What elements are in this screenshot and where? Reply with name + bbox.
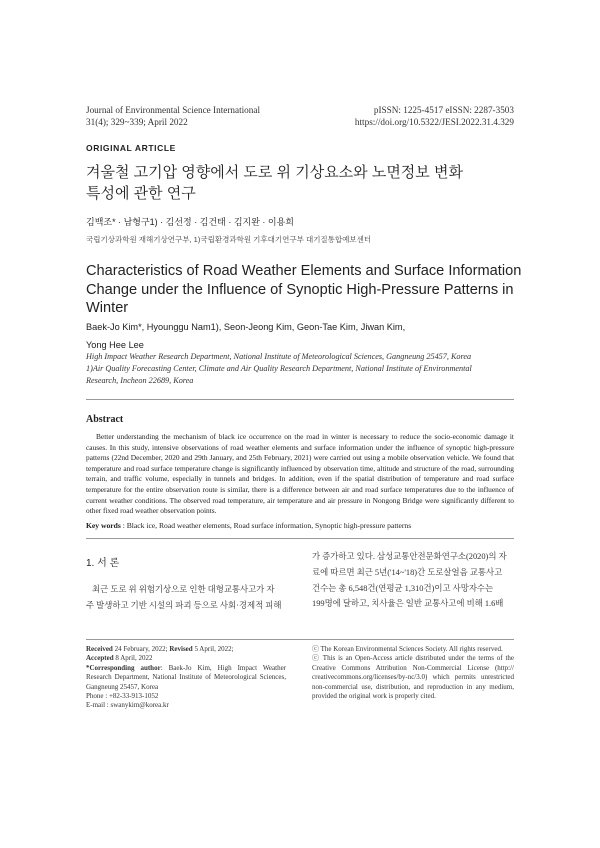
korean-title [86,162,463,204]
right-column-text [312,549,514,612]
issn-info [355,104,514,128]
journal-info [86,104,260,128]
keywords [86,521,514,530]
article-history [86,645,286,711]
english-title-line3: Winter [86,300,129,316]
english-title-line2: Change under the Influence of Synoptic High-Pressure Patterns in [86,281,514,298]
abstract-body: Better understanding the mechanism of black ice occurrence on the road in winter is necessary to reduce the socio-economic damage it causes. In this study, intensive observations of road weather elements and surface information under the influence of synoptic high-pressure patterns (22nd December, 2020 and 29th January, and 25th February, 2021) were carried out using a mobile observation vehicle. We found that temperature and road surface temperature change is significantly influenced by observation time, altitude and structure of the road, surrounding terrain, and traffic volume, especially in tunnels and bridges. In addition, even if the spatial distribution of temperature and road surface temperature for the entire observation route is similar, there is a difference between air and road surface temperatures due to the influence of current weather conditions. The observed road temperature, air temperature and air pressure in Nongong Bridge were significantly different to other fixed road weather observation points. [86,432,514,516]
right-col-line4: 199명에 달하고, 치사율은 일반 교통사고에 비해 1.6배 [312,599,504,609]
korean-title-line1: 겨울철 고기압 영향에서 도로 위 기상요소와 노면정보 변화 [86,164,463,181]
english-affiliation-2-line2: Research, Incheon 22689, Korea [86,376,194,385]
korean-author-list: 김백조* · 남형구1) · 김선정 · 김건태 · 김지완 · 이용희 [86,217,294,227]
revised-date: 5 April, 2022; [192,645,234,653]
footnote-divider [86,639,514,640]
korean-authors [86,215,294,228]
left-col-line2: 주 발생하고 기반 시설의 파괴 등으로 사회·경제적 피해 [86,600,282,610]
english-title-line1: Characteristics of Road Weather Elements and Surface Information [86,263,522,279]
right-col-line1: 가 증가하고 있다. 삼성교통안전문화연구소(2020)의 자 [312,552,507,561]
english-authors-line1: Baek-Jo Kim*, Hyounggu Nam1), Seon-Jeong Kim, Geon-Tae Kim, Jiwan Kim, [86,322,406,332]
english-title [86,262,526,318]
revised-label: Revised [169,645,193,653]
copyright: ⓒ The Korean Environmental Sciences Society. All rights reserved. [312,645,503,653]
divider [86,538,514,539]
keywords-list: : Black ice, Road weather elements, Road surface information, Synoptic high-pressure patterns [120,521,412,530]
section-1-heading: 1. 서 론 [86,558,120,569]
accepted-date: 8 April, 2022 [113,654,153,663]
english-affiliation-2-line1: 1)Air Quality Forecasting Center, Climate and Air Quality Research Department, National Institute of Environmental [86,364,472,373]
left-col-line1: 최근 도로 위 위험기상으로 인한 대형교통사고가 자 [92,585,275,594]
license-text: ⓒ This is an Open-Access article distributed under the terms of the Creative Commons Attribution Non-Commercial License (http:// creativecommons.org/licenses/by-nc/3.0) which permits unrestricted non-commercial use, distribution, and reproduction in any medium, provided the original work is properly cited. [312,654,514,701]
right-col-line3: 건수는 총 6,548건(연평균 1,310건)이고 사망자수는 [312,583,494,593]
journal-name: Journal of Environmental Science International [86,105,260,115]
right-col-line2: 료에 따르면 최근 5년('14~'18)간 도로살얼음 교통사고 [312,567,503,577]
korean-affiliation: 국립기상과학원 재해기상연구부, 1)국립환경과학원 기후대기연구부 대기질통합예보센터 [86,235,372,244]
keywords-label: Key words [86,521,121,530]
english-affiliations [86,351,516,387]
email[interactable]: E-mail : swanykim@korea.kr [86,701,169,710]
corresponding-author-label: *Corresponding author [86,663,161,672]
received-label: Received [86,645,113,653]
accepted-label: Accepted [86,654,114,663]
korean-title-line2: 특성에 관한 연구 [86,185,196,202]
abstract-heading: Abstract [86,414,124,425]
article-type: ORIGINAL ARTICLE [86,143,176,153]
license-info [312,645,514,701]
english-authors-line2: Yong Hee Lee [86,340,144,350]
received-date: 24 February, 2022; [112,645,170,653]
corresponding-author-info: : Baek-Jo Kim, High Impact Weather Research Department, National Institute of Meteorological Sciences, Gangneung 25457, Korea [86,663,287,691]
doi-link[interactable]: https://doi.org/10.5322/JESI.2022.31.4.329 [354,117,514,127]
issn: pISSN: 1225-4517 eISSN: 2287-3503 [373,105,514,115]
journal-volume: 31(4); 329~339; April 2022 [86,117,188,127]
divider [86,399,514,400]
english-affiliation-1: High Impact Weather Research Department, National Institute of Meteorological Sciences, Gangneung 25457, Korea [86,352,472,361]
english-authors [86,318,405,354]
phone: Phone : +82-33-913-1052 [86,692,159,701]
left-column-text [86,582,288,614]
